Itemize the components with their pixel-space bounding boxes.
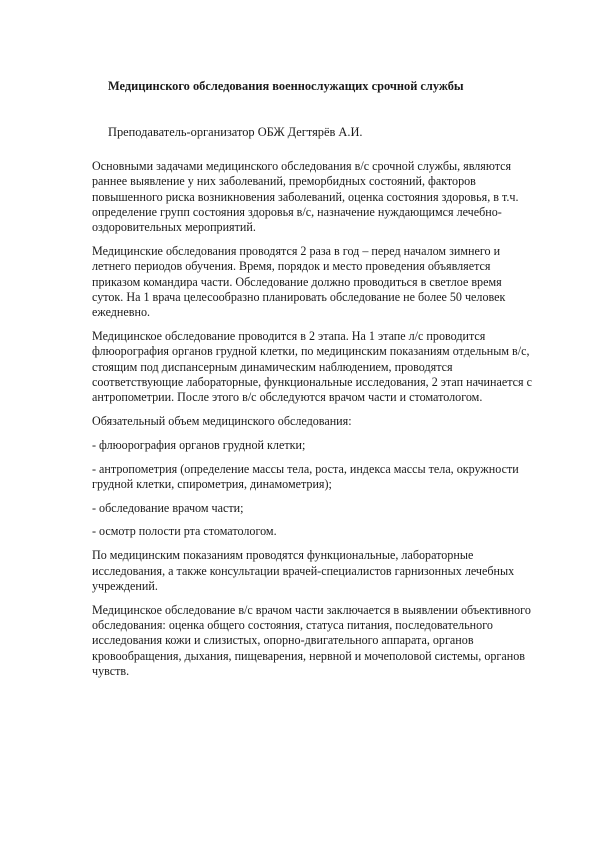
document-author: Преподаватель-организатор ОБЖ Дегтярёв А.И. xyxy=(108,125,363,139)
document-title: Медицинского обследования военнослужащих срочной службы xyxy=(108,79,464,93)
paragraph: Медицинское обследование проводится в 2 этапа. На 1 этапе л/с проводится флюорография органов грудной клетки, по медицинским показаниям отдельным в/с, стоящим под диспансерным динамическим наблюдением, проводятся соответствующие лабораторные, функциональные исследования, 2 этап начинается с антропометрии. После этого в/с обследуются врачом части и стоматологом. xyxy=(92,328,532,405)
list-item: - флюорография органов грудной клетки; xyxy=(92,437,306,452)
document-body xyxy=(92,159,532,688)
paragraph: По медицинским показаниям проводятся функциональные, лабораторные исследования, а также консультации врачей-специалистов гарнизонных лечебных учреждений. xyxy=(92,548,515,593)
paragraph: Медицинское обследование в/с врачом части заключается в выявлении объективного обследования: оценка общего состояния, статуса питания, последовательного исследования кожи и слизистых, опорно-двигательного аппарата, органов кровообращения, дыхания, пищеварения, нервной и мочеполовой системы, органов чувств. xyxy=(92,602,531,678)
paragraph: Медицинские обследования проводятся 2 раза в год – перед началом зимнего и летнего периодов обучения. Время, порядок и место проведения объявляется приказом командира части. Обследование должно проводиться в светлое время суток. На 1 врача целесообразно планировать обследование не более 50 человек ежедневно. xyxy=(92,243,506,320)
paragraph: Обязательный объем медицинского обследования: xyxy=(92,413,352,428)
list-item: - осмотр полости рта стоматологом. xyxy=(92,524,277,539)
list-item: - обследование врачом части; xyxy=(92,500,244,515)
list-item: - антропометрия (определение массы тела, роста, индекса массы тела, окружности грудной клетки, спирометрия, динамометрия); xyxy=(92,461,519,491)
paragraph: Основными задачами медицинского обследования в/с срочной службы, являются раннее выявление у них заболеваний, преморбидных состояний, факторов повышенного риска возникновения заболеваний, оценка состояния здоровья, в т.ч. определение групп состояния здоровья в/с, назначение нуждающимся лечебно-оздоровительных мероприятий. xyxy=(92,159,519,235)
